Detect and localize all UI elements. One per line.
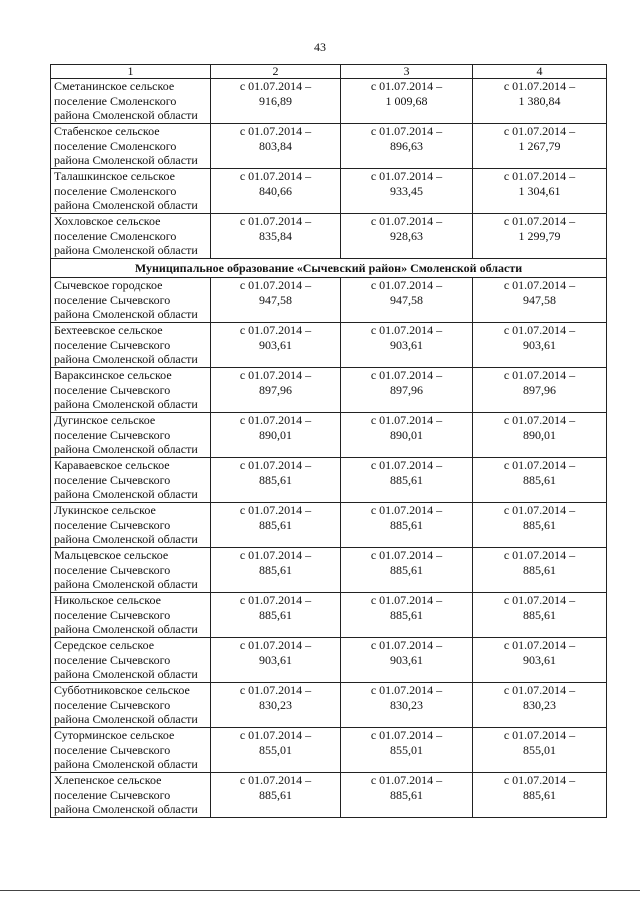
tariff-value-col4: с 01.07.2014 – 885,61 (473, 503, 607, 548)
column-header: 4 (473, 65, 607, 79)
tariff-value-col4: с 01.07.2014 – 947,58 (473, 278, 607, 323)
section-title: Муниципальное образование «Сычевский район» Смоленской области (51, 259, 607, 278)
tariff-value-col3: с 01.07.2014 – 897,96 (341, 368, 473, 413)
settlement-name: Дугинское сельское поселение Сычевского района Смоленской области (51, 413, 211, 458)
tariff-table (50, 64, 607, 818)
column-header: 3 (341, 65, 473, 79)
tariff-value-col4: с 01.07.2014 – 1 299,79 (473, 214, 607, 259)
table-row (51, 413, 607, 458)
tariff-value-col2: с 01.07.2014 – 903,61 (211, 323, 341, 368)
tariff-value-col4: с 01.07.2014 – 890,01 (473, 413, 607, 458)
tariff-value-col4: с 01.07.2014 – 885,61 (473, 458, 607, 503)
settlement-name: Караваевское сельское поселение Сычевского района Смоленской области (51, 458, 211, 503)
tariff-value-col3: с 01.07.2014 – 830,23 (341, 683, 473, 728)
section-body (51, 259, 607, 278)
tariff-value-col2: с 01.07.2014 – 885,61 (211, 458, 341, 503)
settlement-name: Вараксинское сельское поселение Сычевского района Смоленской области (51, 368, 211, 413)
settlement-name: Сметанинское сельское поселение Смоленского района Смоленской области (51, 79, 211, 124)
tariff-value-col2: с 01.07.2014 – 885,61 (211, 773, 341, 818)
settlement-name: Хохловское сельское поселение Смоленского района Смоленской области (51, 214, 211, 259)
tariff-value-col4: с 01.07.2014 – 903,61 (473, 638, 607, 683)
tariff-value-col2: с 01.07.2014 – 885,61 (211, 503, 341, 548)
tariff-value-col2: с 01.07.2014 – 830,23 (211, 683, 341, 728)
tariff-value-col4: с 01.07.2014 – 885,61 (473, 593, 607, 638)
tariff-value-col4: с 01.07.2014 – 1 380,84 (473, 79, 607, 124)
tariff-value-col2: с 01.07.2014 – 885,61 (211, 593, 341, 638)
table-row (51, 593, 607, 638)
settlement-name: Середское сельское поселение Сычевского района Смоленской области (51, 638, 211, 683)
tariff-value-col4: с 01.07.2014 – 1 267,79 (473, 124, 607, 169)
table-row (51, 683, 607, 728)
table-body-section (51, 278, 607, 818)
tariff-value-col3: с 01.07.2014 – 885,61 (341, 593, 473, 638)
header-row (51, 65, 607, 79)
tariff-value-col4: с 01.07.2014 – 1 304,61 (473, 169, 607, 214)
tariff-value-col4: с 01.07.2014 – 903,61 (473, 323, 607, 368)
tariff-value-col3: с 01.07.2014 – 885,61 (341, 458, 473, 503)
tariff-value-col3: с 01.07.2014 – 890,01 (341, 413, 473, 458)
column-header: 1 (51, 65, 211, 79)
tariff-value-col3: с 01.07.2014 – 885,61 (341, 503, 473, 548)
table-body-top (51, 79, 607, 259)
tariff-value-col4: с 01.07.2014 – 855,01 (473, 728, 607, 773)
tariff-value-col3: с 01.07.2014 – 885,61 (341, 773, 473, 818)
tariff-value-col3: с 01.07.2014 – 855,01 (341, 728, 473, 773)
tariff-value-col4: с 01.07.2014 – 885,61 (473, 548, 607, 593)
table-row (51, 458, 607, 503)
table-row (51, 548, 607, 593)
tariff-value-col2: с 01.07.2014 – 947,58 (211, 278, 341, 323)
table-row (51, 638, 607, 683)
section-row (51, 259, 607, 278)
settlement-name: Лукинское сельское поселение Сычевского района Смоленской области (51, 503, 211, 548)
page-number: 43 (314, 40, 326, 54)
table-row (51, 79, 607, 124)
settlement-name: Мальцевское сельское поселение Сычевского района Смоленской области (51, 548, 211, 593)
tariff-value-col2: с 01.07.2014 – 890,01 (211, 413, 341, 458)
tariff-value-col2: с 01.07.2014 – 916,89 (211, 79, 341, 124)
tariff-value-col2: с 01.07.2014 – 840,66 (211, 169, 341, 214)
settlement-name: Стабенское сельское поселение Смоленского района Смоленской области (51, 124, 211, 169)
table-row (51, 773, 607, 818)
tariff-value-col2: с 01.07.2014 – 885,61 (211, 548, 341, 593)
tariff-value-col4: с 01.07.2014 – 885,61 (473, 773, 607, 818)
column-header: 2 (211, 65, 341, 79)
tariff-value-col3: с 01.07.2014 – 933,45 (341, 169, 473, 214)
table-row (51, 368, 607, 413)
table-row (51, 169, 607, 214)
tariff-value-col4: с 01.07.2014 – 830,23 (473, 683, 607, 728)
settlement-name: Бехтеевское сельское поселение Сычевского района Смоленской области (51, 323, 211, 368)
table-row (51, 214, 607, 259)
tariff-value-col3: с 01.07.2014 – 903,61 (341, 638, 473, 683)
settlement-name: Хлепенское сельское поселение Сычевского района Смоленской области (51, 773, 211, 818)
tariff-value-col2: с 01.07.2014 – 803,84 (211, 124, 341, 169)
tariff-value-col2: с 01.07.2014 – 835,84 (211, 214, 341, 259)
table-row (51, 124, 607, 169)
settlement-name: Никольское сельское поселение Сычевского района Смоленской области (51, 593, 211, 638)
tariff-value-col3: с 01.07.2014 – 885,61 (341, 548, 473, 593)
tariff-value-col3: с 01.07.2014 – 928,63 (341, 214, 473, 259)
tariff-value-col3: с 01.07.2014 – 903,61 (341, 323, 473, 368)
tariff-value-col2: с 01.07.2014 – 855,01 (211, 728, 341, 773)
settlement-name: Суторминское сельское поселение Сычевского района Смоленской области (51, 728, 211, 773)
tariff-value-col4: с 01.07.2014 – 897,96 (473, 368, 607, 413)
table-row (51, 728, 607, 773)
settlement-name: Сычевское городское поселение Сычевского района Смоленской области (51, 278, 211, 323)
tariff-value-col2: с 01.07.2014 – 903,61 (211, 638, 341, 683)
table-row (51, 323, 607, 368)
tariff-value-col3: с 01.07.2014 – 896,63 (341, 124, 473, 169)
table-row (51, 278, 607, 323)
bottom-rule (0, 890, 640, 891)
settlement-name: Субботниковское сельское поселение Сычевского района Смоленской области (51, 683, 211, 728)
table-row (51, 503, 607, 548)
tariff-value-col3: с 01.07.2014 – 947,58 (341, 278, 473, 323)
tariff-value-col2: с 01.07.2014 – 897,96 (211, 368, 341, 413)
tariff-value-col3: с 01.07.2014 – 1 009,68 (341, 79, 473, 124)
settlement-name: Талашкинское сельское поселение Смоленского района Смоленской области (51, 169, 211, 214)
